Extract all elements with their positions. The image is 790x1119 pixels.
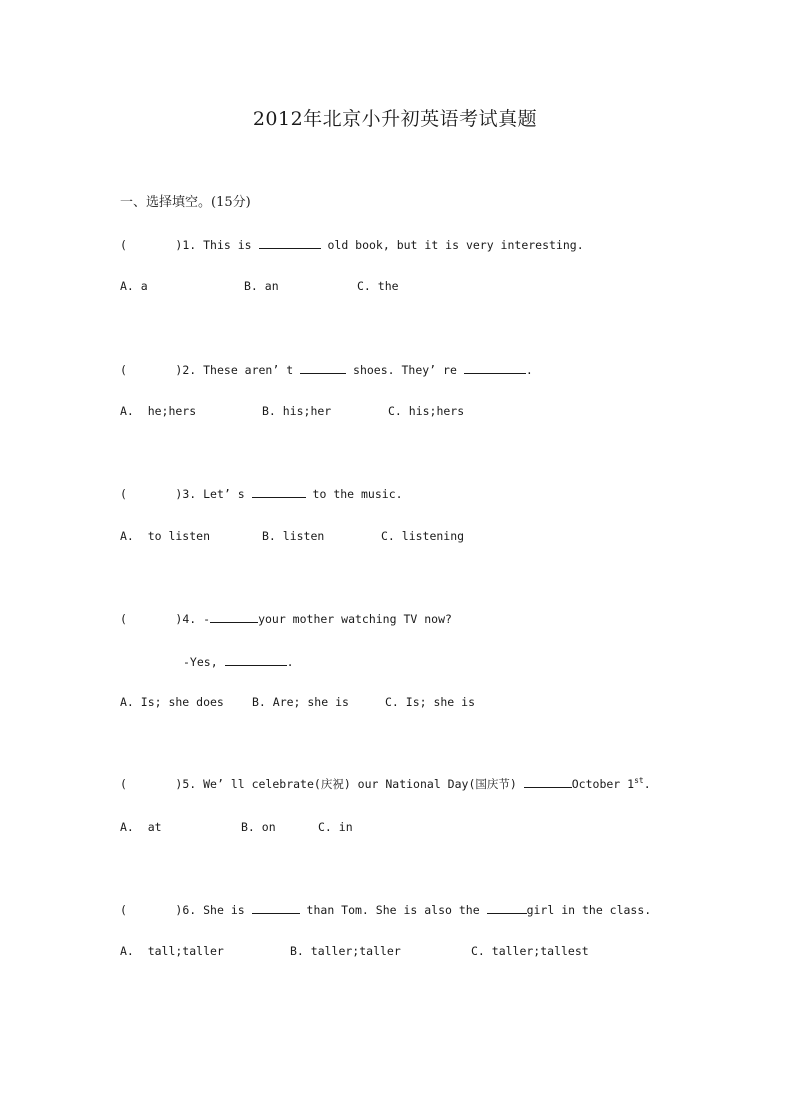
option-a: A. at [120, 820, 162, 834]
question-number: )2. [175, 363, 197, 377]
answer-blank [487, 902, 527, 914]
option-c: C. listening [381, 529, 465, 543]
answer-paren: ( [120, 903, 127, 917]
question-5: ( )5. We’ ll celebrate(庆祝) our National Day(国庆节) October 1st. [120, 776, 651, 791]
option-b: B. taller;taller [290, 944, 401, 958]
option-c: C. in [318, 820, 353, 834]
option-a: A. Is; she does [120, 695, 224, 709]
option-b: B. listen [262, 529, 325, 543]
option-b: B. Are; she is [252, 695, 349, 709]
answer-blank [524, 776, 572, 788]
question-6: ( )6. She is than Tom. She is also the girl in the class. [120, 903, 652, 917]
answer-blank [225, 654, 287, 666]
question-4-reply: -Yes, . [183, 655, 294, 669]
answer-blank [464, 362, 526, 374]
answer-paren: ( [120, 777, 127, 791]
question-number: )1. [175, 238, 197, 252]
answer-paren: ( [120, 238, 127, 252]
question-number: )3. [175, 487, 197, 501]
question-number: )4. [175, 612, 197, 626]
answer-blank [259, 237, 321, 249]
option-b: B. an [244, 279, 279, 293]
option-b: B. his;her [262, 404, 332, 418]
answer-blank [252, 902, 300, 914]
question-2: ( )2. These aren’ t shoes. They’ re . [120, 363, 533, 377]
option-c: C. the [357, 279, 399, 293]
answer-paren: ( [120, 487, 127, 501]
page-title: 2012年北京小升初英语考试真题 [252, 108, 538, 130]
question-number: )6. [175, 903, 197, 917]
option-a: A. a [120, 279, 148, 293]
question-1: ( )1. This is old book, but it is very interesting. [120, 238, 584, 252]
option-c: C. Is; she is [385, 695, 476, 709]
answer-blank [252, 486, 306, 498]
question-4: ( )4. - your mother watching TV now? [120, 612, 452, 626]
answer-paren: ( [120, 363, 127, 377]
option-a: A. he;hers [120, 404, 197, 418]
option-c: C. taller;tallest [471, 944, 589, 958]
answer-blank [210, 611, 258, 623]
option-a: A. tall;taller [120, 944, 224, 958]
option-b: B. on [241, 820, 276, 834]
question-3: ( )3. Let’ s to the music. [120, 487, 403, 501]
option-a: A. to listen [120, 529, 211, 543]
answer-blank [300, 362, 346, 374]
section-heading: 一、选择填空。(15分) [120, 195, 251, 210]
answer-paren: ( [120, 612, 127, 626]
question-number: )5. [175, 777, 197, 791]
option-c: C. his;hers [388, 404, 465, 418]
